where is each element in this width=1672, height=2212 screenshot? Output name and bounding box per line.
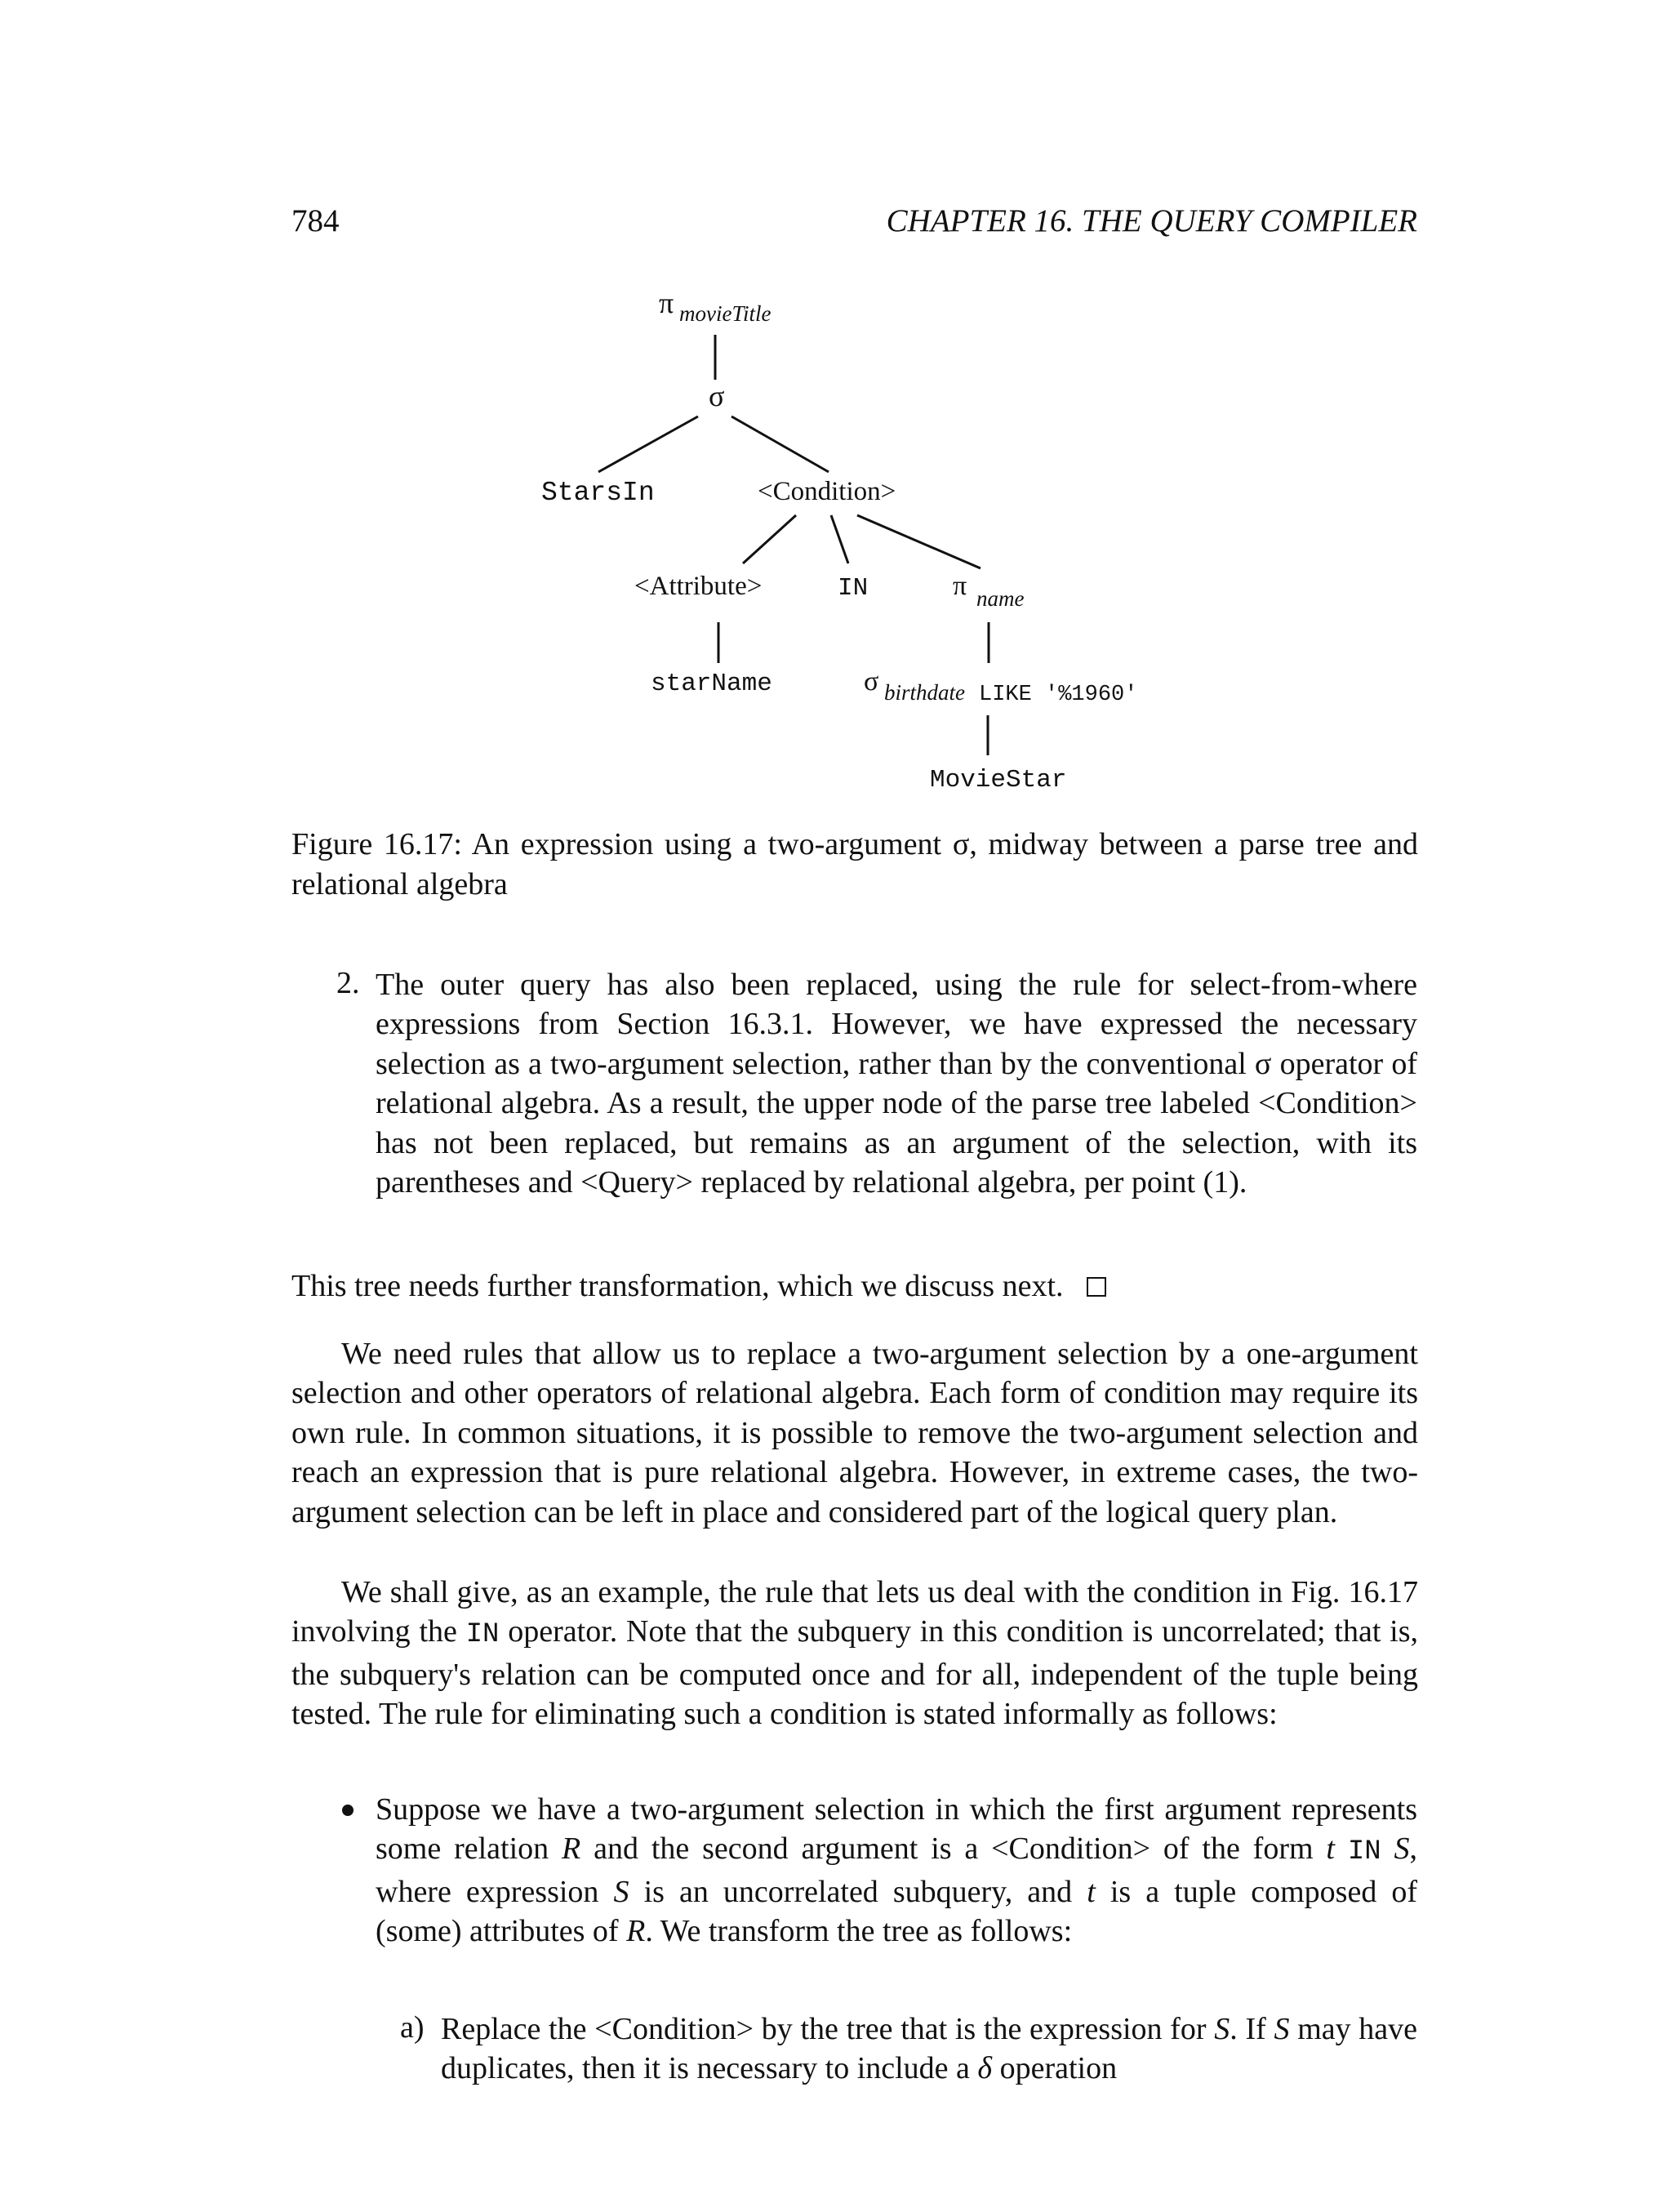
paragraph-example	[291, 1573, 1418, 1734]
pi-name-symbol: π	[953, 571, 967, 601]
bullet-part5: is a tuple composed of (some) attributes of	[376, 1874, 1418, 1949]
inner-sigma-attr: birthdate	[884, 680, 965, 705]
edge-condition-in	[831, 515, 848, 563]
root-pi-subscript: movieTitle	[679, 301, 772, 326]
bullet-part3: , where expression	[376, 1831, 1418, 1909]
paragraph-example-code: IN	[465, 1619, 500, 1651]
condition-node: <Condition>	[758, 477, 896, 506]
paragraph-rules	[291, 1334, 1418, 1532]
sub-a-var-s-2: S	[1274, 2012, 1290, 2046]
inner-sigma-condition: LIKE '%1960'	[979, 683, 1138, 707]
relation-moviestar: MovieStar	[930, 766, 1067, 794]
list-item-2: The outer query has also been replaced, using the rule for select-from-where expressions from Section 16.3.1. However, we have expressed the necessary selection as a two-argument selection, rather than by the conventional σ operator of relational algebra. As a result, the upper node of the parse tree labeled <Condition> has not been replaced, but remains as an argument of the selection, with its parentheses and <Query> replaced by relational algebra, per point (1).	[376, 968, 1417, 1200]
figure-caption: Figure 16.17: An expression using a two-argument σ, midway between a parse tree and relational algebra	[291, 827, 1418, 901]
bullet-rule	[376, 1790, 1417, 1952]
sub-a-part2: . If	[1230, 2012, 1266, 2046]
var-s: S	[1394, 1831, 1410, 1867]
sub-a-part3: may have duplicates, then it is necessary to include a	[441, 2012, 1418, 2086]
select-sigma: σ	[709, 380, 725, 412]
bullet-part1: Suppose we have a two-argument selection in which the first argument represents some relation	[376, 1792, 1417, 1867]
inner-sigma: σ	[864, 666, 879, 697]
sub-a-var-s: S	[1214, 2012, 1230, 2046]
sub-item-a	[441, 2009, 1417, 2089]
sub-item-label: a)	[400, 2010, 425, 2045]
bullet-in-code: IN	[1347, 1836, 1381, 1868]
edge-sigma-starsin	[598, 416, 698, 472]
edge-sigma-condition	[732, 416, 829, 472]
bullet-icon	[342, 1805, 354, 1816]
attribute-starname: starName	[651, 670, 772, 698]
sub-a-part4: operation	[999, 2051, 1118, 2086]
bullet-part6: . We transform the tree as follows:	[645, 1914, 1073, 1949]
chapter-title: CHAPTER 16. THE QUERY COMPILER	[886, 203, 1417, 238]
relation-starsin: StarsIn	[541, 478, 655, 508]
var-s-2: S	[613, 1874, 629, 1909]
page-number: 784	[291, 203, 340, 238]
edge-condition-pi	[857, 515, 981, 568]
bullet-part4: is an uncorrelated subquery, and	[643, 1874, 1073, 1909]
example-conclusion-text: This tree needs further transformation, which we discuss next.	[291, 1269, 1064, 1303]
in-keyword: IN	[838, 574, 869, 603]
sub-a-part1: Replace the <Condition> by the tree that is the expression for	[441, 2012, 1207, 2046]
pi-name-subscript: name	[976, 586, 1025, 611]
bullet-part2: and the second argument is a <Condition> of the form	[594, 1831, 1314, 1867]
paragraph-example-before: We shall give, as an example, the rule that lets us deal with the condition in Fig. 16.17 involving the	[291, 1575, 1418, 1649]
attribute-node: <Attribute>	[634, 572, 763, 601]
var-r: R	[562, 1831, 581, 1867]
list-item-number: 2.	[336, 966, 360, 1000]
var-t: t	[1326, 1831, 1335, 1867]
var-t-2: t	[1087, 1874, 1096, 1909]
paragraph-rules-text: We need rules that allow us to replace a two-argument selection by a one-argument selection and other operators of relational algebra. Each form of condition may require its own rule. In common situations, it is possible to remove the two-argument selection and reach an expression that is pure relational algebra. However, in extreme cases, the two-argument selection can be left in place and considered part of the logical query plan.	[291, 1337, 1418, 1529]
sub-a-delta: δ	[977, 2051, 993, 2086]
var-r-2: R	[626, 1914, 646, 1949]
end-of-example-icon	[1087, 1277, 1106, 1297]
root-pi-symbol: π	[659, 287, 674, 319]
edge-condition-attribute	[743, 515, 796, 563]
parse-tree-figure	[0, 0, 1672, 817]
example-conclusion	[291, 1266, 1418, 1306]
paragraph-example-after: operator. Note that the subquery in this condition is uncorrelated; that is, the subquery's relation can be computed once and for all, independent of the tuple being tested. The rule for eliminating such a condition is stated informally as follows:	[291, 1614, 1418, 1732]
